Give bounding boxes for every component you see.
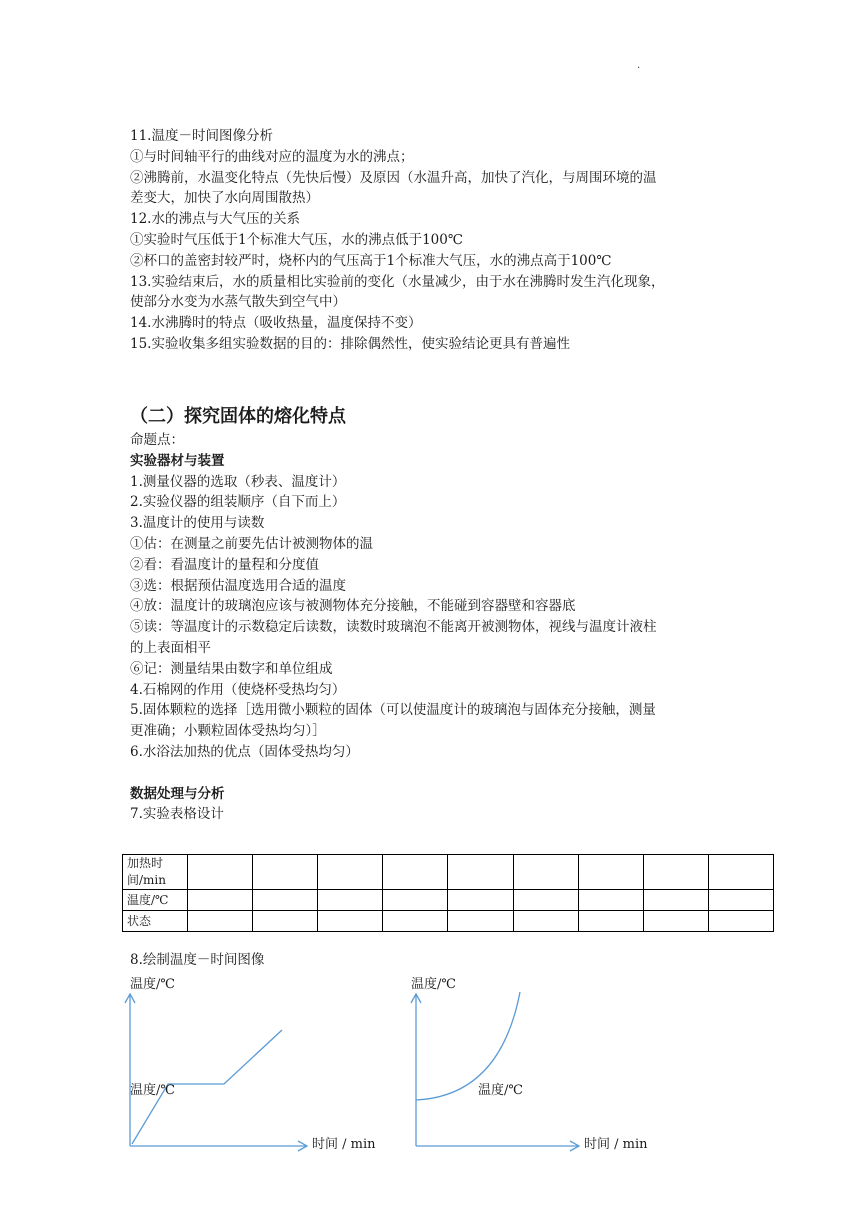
amorphous-melting-graph (404, 970, 674, 1160)
table-cell (513, 855, 578, 890)
mid-label: 温度/℃ (130, 1083, 175, 1098)
text-line: 15.实验收集多组实验数据的目的：排除偶然性，使实验结论更具有普遍性 (130, 335, 570, 352)
y-axis-label: 温度/℃ (130, 977, 175, 992)
table-cell (643, 855, 708, 890)
table-cell (578, 911, 643, 932)
melting-points-block (130, 430, 730, 825)
text-line: 使部分水变为水蒸气散失到空气中） (130, 294, 346, 311)
boiling-analysis-block (130, 126, 730, 355)
table-cell (578, 890, 643, 911)
table-cell (188, 855, 253, 890)
text-line: 13.实验结束后，水的质量相比实验前的变化（水量减少，由于水在沸腾时发生汽化现象， (130, 273, 665, 290)
row-label: 温度/℃ (123, 890, 188, 911)
crystal-melting-graph (122, 970, 392, 1160)
table-row (123, 890, 774, 911)
table-cell (513, 911, 578, 932)
table-cell (383, 855, 448, 890)
text-line: ①估：在测量之前要先估计被测物体的温 (130, 535, 373, 552)
table-row (123, 855, 774, 890)
spacer (130, 763, 730, 784)
table-row (123, 911, 774, 932)
table-cell (383, 911, 448, 932)
text-line: 3.温度计的使用与读数 (130, 515, 265, 532)
text-line: 2.实验仪器的组装顺序（自下而上） (130, 494, 346, 511)
table-cell (188, 911, 253, 932)
mid-label: 温度/℃ (478, 1083, 523, 1098)
table-cell (643, 890, 708, 911)
row-label: 状态 (123, 911, 188, 932)
subheading-data: 数据处理与分析 (130, 785, 225, 802)
row-label: 加热时 间/min (123, 855, 188, 890)
text-line: 5.固体颗粒的选择［选用微小颗粒的固体（可以使温度计的玻璃泡与固体充分接触，测量 (130, 702, 656, 719)
table-cell (578, 855, 643, 890)
x-axis-label: 时间 / min (312, 1137, 376, 1152)
text-line: 14.水沸腾时的特点（吸收热量，温度保持不变） (130, 315, 422, 332)
subheading-equipment: 实验器材与装置 (130, 452, 225, 469)
section-title: （二）探究固体的熔化特点 (130, 406, 346, 427)
table-cell (708, 890, 773, 911)
text-line: ⑤读：等温度计的示数稳定后读数，读数时玻璃泡不能离开被测物体，视线与温度计液柱 (130, 619, 657, 636)
text-line: ③选：根据预估温度选用合适的温度 (130, 577, 346, 594)
text-line: 11.温度－时间图像分析 (130, 128, 273, 144)
table-cell (643, 911, 708, 932)
table-cell (513, 890, 578, 911)
text-line: 更准确；小颗粒固体受热均匀）］ (130, 723, 326, 740)
table-cell (448, 890, 513, 911)
experiment-table (122, 854, 774, 932)
table-cell (708, 911, 773, 932)
text-line: ④放：温度计的玻璃泡应该与被测物体充分接触，不能碰到容器壁和容器底 (130, 598, 576, 615)
table-cell (448, 855, 513, 890)
table-cell (188, 890, 253, 911)
table-cell (253, 911, 318, 932)
table-cell (318, 855, 383, 890)
table-cell (708, 855, 773, 890)
text-line: ②杯口的盖密封较严时，烧杯内的气压高于1个标准大气压，水的沸点高于100℃ (130, 252, 612, 269)
graph-heading-block (130, 950, 730, 971)
table-cell (253, 890, 318, 911)
text-line: ①实验时气压低于1个标准大气压，水的沸点低于100℃ (130, 231, 463, 248)
text-line: ①与时间轴平行的曲线对应的温度为水的沸点； (130, 148, 414, 165)
intro-label: 命题点： (130, 432, 184, 448)
text-line: 差变大，加快了水向周围散热） (130, 190, 319, 207)
text-line: 7.实验表格设计 (130, 806, 224, 823)
text-line: 6.水浴法加热的优点（固体受热均匀） (130, 743, 359, 760)
text-line: ⑥记：测量结果由数字和单位组成 (130, 660, 333, 677)
text-line: ②沸腾前，水温变化特点（先快后慢）及原因（水温升高，加快了汽化，与周围环境的温 (130, 169, 657, 186)
text-line: ②看：看温度计的量程和分度值 (130, 556, 319, 573)
table-cell (318, 911, 383, 932)
text-line: 12.水的沸点与大气压的关系 (130, 211, 300, 228)
table-cell (318, 890, 383, 911)
text-line: 1.测量仪器的选取（秒表、温度计） (130, 473, 346, 490)
text-line: 8.绘制温度－时间图像 (130, 952, 265, 968)
table-cell (448, 911, 513, 932)
table-cell (253, 855, 318, 890)
top-mark: . (637, 60, 641, 71)
y-axis-label: 温度/℃ (411, 977, 456, 992)
text-line: 的上表面相平 (130, 639, 211, 656)
text-line: 4.石棉网的作用（使烧杯受热均匀） (130, 681, 346, 698)
x-axis-label: 时间 / min (584, 1137, 648, 1152)
table-cell (383, 890, 448, 911)
